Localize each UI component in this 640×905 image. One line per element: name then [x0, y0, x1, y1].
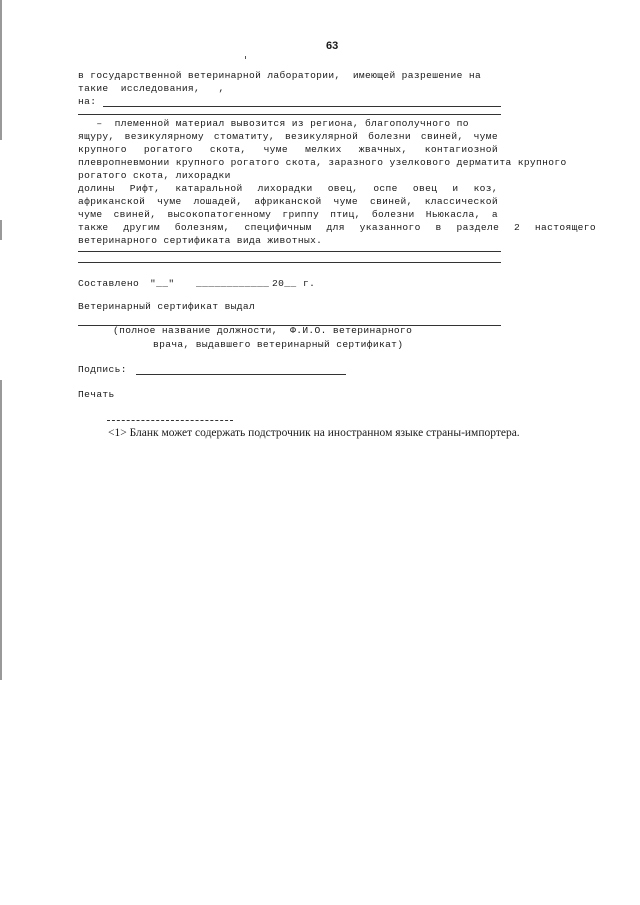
blank-line-na	[103, 106, 501, 107]
issued-by-caption-2: врача, выдавшего ветеринарный сертификат)	[153, 339, 404, 350]
paragraph-line: плевропневмонии крупного рогатого скота, заразного узелкового дерматита крупного	[78, 157, 567, 168]
stamp-label: Печать	[78, 389, 115, 400]
composed-day: "__"	[150, 278, 175, 289]
intro-label-na: на:	[78, 96, 97, 107]
composed-label: Составлено	[78, 278, 140, 289]
paragraph-line: долины Рифт, катаральной лихорадки овец, оспе овец и коз,	[78, 183, 498, 194]
paragraph-line: рогатого скота, лихорадки	[78, 170, 231, 181]
intro-line-1: в государственной ветеринарной лаборатории, имеющей разрешение на	[78, 70, 482, 81]
page-number: 63	[326, 40, 339, 52]
paragraph-line: африканской чуме лошадей, африканской чуме свиней, классической	[78, 196, 498, 207]
intro-line-2: такие исследования, ,	[78, 83, 225, 94]
composed-year-suffix: г.	[303, 278, 316, 289]
paragraph-line: крупного рогатого скота, чуме мелких жвачных, контагиозной	[78, 144, 498, 155]
composed-month: ____________	[196, 278, 270, 289]
footnote-separator	[107, 420, 233, 421]
scan-edge-bottom	[0, 380, 2, 680]
blank-line-1	[78, 251, 501, 252]
paragraph-line: также другим болезням, специфичным для указанного в разделе 2 настоящего	[78, 222, 596, 233]
issued-by-label: Ветеринарный сертификат выдал	[78, 301, 256, 312]
footnote-text: <1> Бланк может содержать подстрочник на иностранном языке страны-импортера.	[108, 427, 520, 439]
signature-blank-line	[136, 374, 346, 375]
blank-line-2	[78, 262, 501, 263]
scan-edge-top	[0, 0, 2, 140]
paragraph-line: – племенной материал вывозится из региона, благополучного по	[78, 118, 469, 129]
paragraph-line: ветеринарного сертификата вида животных.	[78, 235, 323, 246]
scan-speck	[245, 56, 246, 59]
paragraph-line: чуме свиней, высокопатогенному гриппу птиц, болезни Ньюкасла, а	[78, 209, 498, 220]
issued-by-caption-1: (полное название должности, Ф.И.О. ветеринарного	[113, 325, 413, 336]
paragraph-line: ящуру, везикулярному стоматиту, везикулярной болезни свиней, чуме	[78, 131, 498, 142]
signature-label: Подпись:	[78, 364, 127, 375]
scan-edge-mark	[0, 220, 2, 240]
blank-line-separator	[78, 114, 501, 115]
composed-year: 20__	[272, 278, 297, 289]
